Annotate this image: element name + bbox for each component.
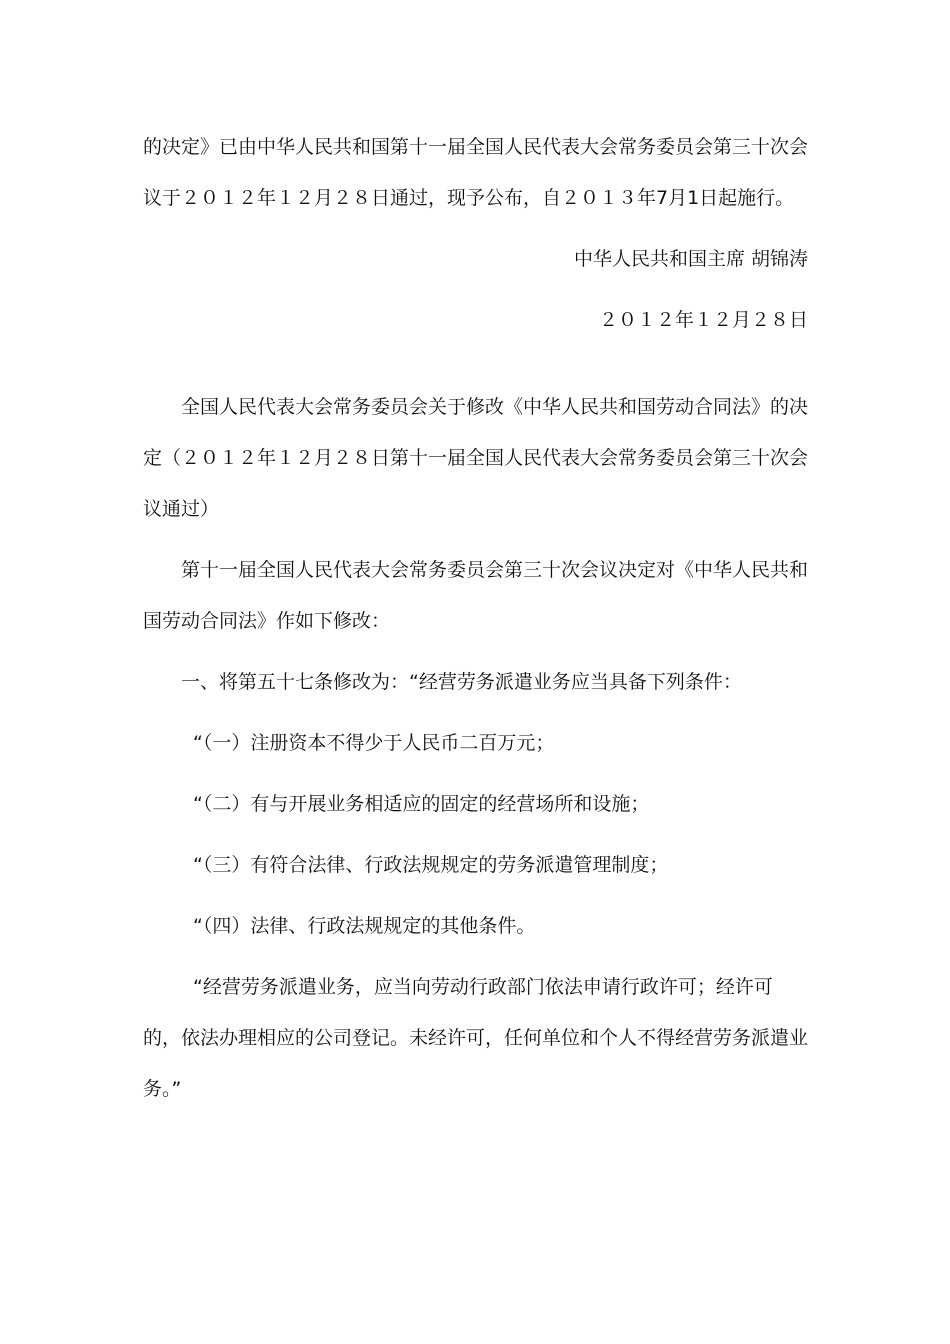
article-one: 一、将第五十七条修改为：“经营劳务派遣业务应当具备下列条件：	[181, 671, 742, 693]
condition-item-3: “（三）有符合法律、行政法规规定的劳务派遣管理制度；	[193, 854, 669, 876]
document-body	[143, 122, 808, 1115]
date-line: ２０１２年１２月２８日	[598, 309, 808, 331]
signature-line: 中华人民共和国主席 胡锦涛	[573, 248, 808, 270]
preamble-paragraph: 第十一届全国人民代表大会常务委员会第三十次会议决定对《中华人民共和国劳动合同法》作如下修改：	[143, 559, 809, 632]
condition-item-4: “（四）法律、行政法规规定的其他条件。	[193, 915, 536, 937]
condition-item-2: “（二）有与开展业务相适应的固定的经营场所和设施；	[193, 793, 650, 815]
decision-title: 全国人民代表大会常务委员会关于修改《中华人民共和国劳动合同法》的决定（２０１２年１２月２８日第十一届全国人民代表大会常务委员会第三十次会议通过）	[143, 396, 809, 520]
condition-item-1: “（一）注册资本不得少于人民币二百万元；	[193, 732, 555, 754]
closing-paragraph: “经营劳务派遣业务，应当向劳动行政部门依法申请行政许可；经许可的，依法办理相应的公司登记。未经许可，任何单位和个人不得经营劳务派遣业务。”	[143, 976, 809, 1100]
intro-paragraph: 的决定》已由中华人民共和国第十一届全国人民代表大会常务委员会第三十次会议于２０１２年１２月２８日通过，现予公布，自２０１３年7月1日起施行。	[143, 136, 809, 209]
